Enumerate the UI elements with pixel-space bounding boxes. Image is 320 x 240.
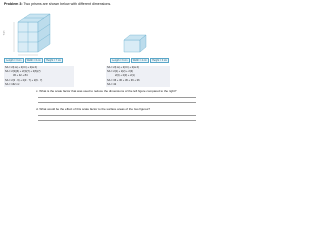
left-sa-line-4: SA = 2(3 · 6) + 2(3 · 7) + 2(6 · 7) [5,78,43,82]
right-prism-figure [118,28,152,56]
left-width-box: Width = 6 cm [25,58,43,63]
right-sa-line-2: SA = 2(2) + 2(2) + 2(3) [107,70,134,74]
right-height-box: Height = 3 cm [150,58,169,63]
left-dimension-boxes [4,58,63,63]
problem-label: Problem 3: [4,2,23,6]
left-prism-height-label: 7 cm [3,30,6,36]
question-d-label: d. [36,107,39,111]
question-c-text: What is the scale factor that was used to reduce the dimensions of the left figure compared to the right? [39,89,177,93]
left-sa-line-2: SA = 2(3)(6) + 2(3)(7) + 2(6)(7) [5,70,41,74]
question-c-label: c. [36,89,39,93]
right-sa-line-1: SA = 2(l·w) + 2(l·h) + 2(w·h) [107,66,140,69]
right-sa-line-4: SA = 36 + 36 + 36 + 36 + 36 [107,78,140,82]
question-d [36,107,150,111]
question-d-text: What would be the effect of this scale factor to the surface areas of the two figures? [39,107,151,111]
right-surface-area-work [106,66,170,87]
left-sa-line-3: 36 + 42 + 84 [13,74,28,78]
left-surface-area-work [4,66,74,87]
question-c [36,89,176,93]
right-width-box: Width = 4 cm [131,58,149,63]
left-height-box: Height = 7 cm [44,58,63,63]
answer-line-d-1[interactable] [38,115,196,116]
answer-line-d-2[interactable] [38,120,196,121]
answer-line-c-2[interactable] [38,102,196,103]
left-sa-line-1: SA = 2(l·w) + 2(l·h) + 2(w·h) [5,66,38,69]
left-length-box: Length = 3 cm [4,58,24,63]
problem-title [4,2,111,6]
right-dimension-boxes [110,58,169,63]
left-sa-line-5: SA = 162 m² [5,82,20,86]
right-sa-line-5: SA = 42 [107,82,117,86]
problem-text: Two prisms are shown below with different dimensions. [23,2,112,6]
right-length-box: Length = 6 cm [110,58,130,63]
left-prism-figure [8,8,68,58]
answer-line-c-1[interactable] [38,97,196,98]
right-sa-line-3: 2(3) + 2(3) + 2(1) [115,74,135,78]
